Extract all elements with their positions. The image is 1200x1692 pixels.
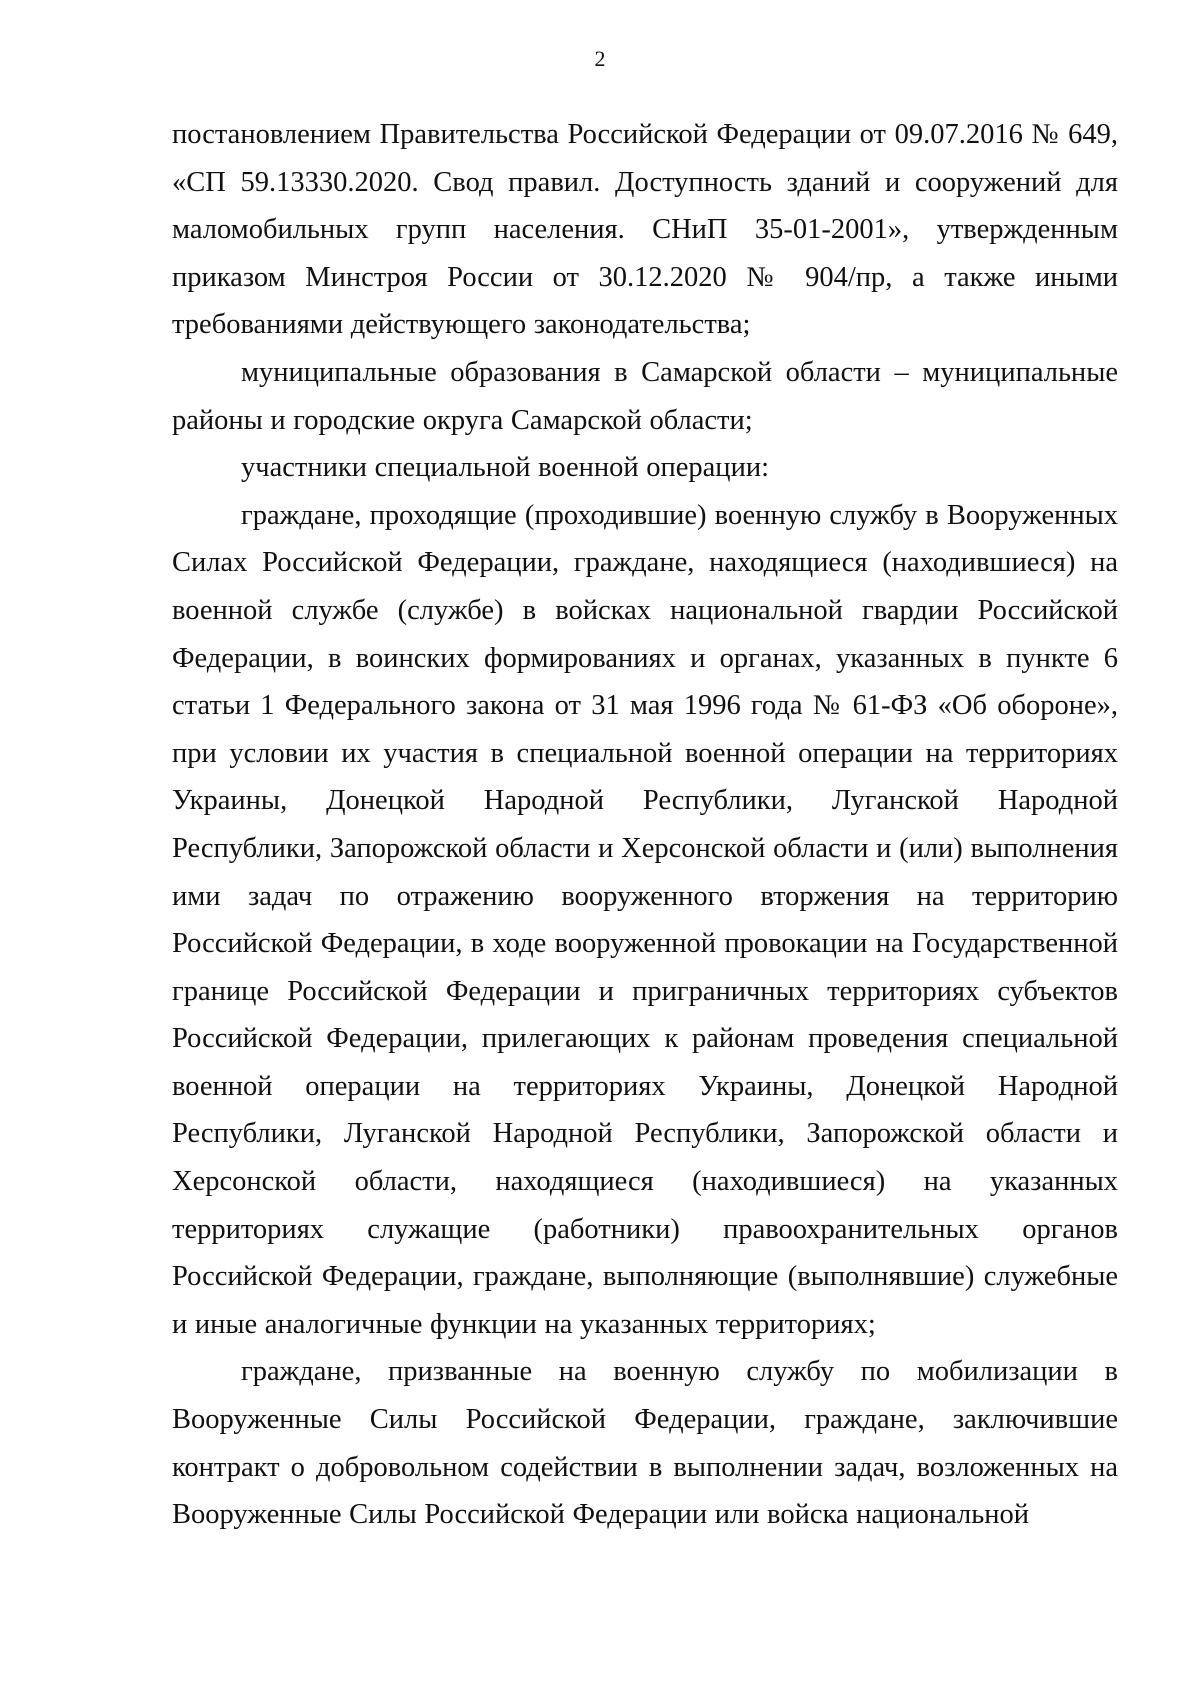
paragraph-participants-heading: участники специальной военной операции: xyxy=(241,452,769,484)
document-body xyxy=(172,111,1118,1539)
paragraph-continuation: постановлением Правительства Российской Федерации от 09.07.2016 № 649, «СП 59.13330.2020. Свод правил. Доступность зданий и сооружений для маломобильных групп населения. СНиП 35-01-2001», утвержденным приказом Минстроя России от 30.12.2020 № 904/пр, а также иными требованиями действующего законодательства; xyxy=(172,119,1118,341)
paragraph-mobilized-citizens: граждане, призванные на военную службу по мобилизации в Вооруженные Силы Российской Федерации, граждане, заключившие контракт о добровольном содействии в выполнении задач, возложенных на Вооруженные Силы Российской Федерации или войска национальной xyxy=(172,1356,1118,1531)
paragraph-municipal-entities: муниципальные образования в Самарской области – муниципальные районы и городские округа Самарской области; xyxy=(172,356,1118,436)
page-number: 2 xyxy=(594,46,606,71)
paragraph-participants-citizens: граждане, проходящие (проходившие) военную службу в Вооруженных Силах Российской Федерации, граждане, находящиеся (находившиеся) на военной службе (службе) в войсках национальной гвардии Российской Федерации, в воинских формированиях и органах, указанных в пункте 6 статьи 1 Федерального закона от 31 мая 1996 года № 61-ФЗ «Об обороне», при условии их участия в специальной военной операции на территориях Украины, Донецкой Народной Республики, Луганской Народной Республики, Запорожской области и Херсонской области и (или) выполнения ими задач по отражению вооруженного вторжения на территорию Российской Федерации, в ходе вооруженной провокации на Государственной границе Российской Федерации и приграничных территориях субъектов Российской Федерации, прилегающих к районам проведения специальной военной операции на территориях Украины, Донецкой Народной Республики, Луганской Народной Республики, Запорожской области и Херсонской области, находящиеся (находившиеся) на указанных территориях служащие (работники) правоохранительных органов Российской Федерации, граждане, выполняющие (выполнявшие) служебные и иные аналогичные функции на указанных территориях; xyxy=(172,499,1118,1340)
